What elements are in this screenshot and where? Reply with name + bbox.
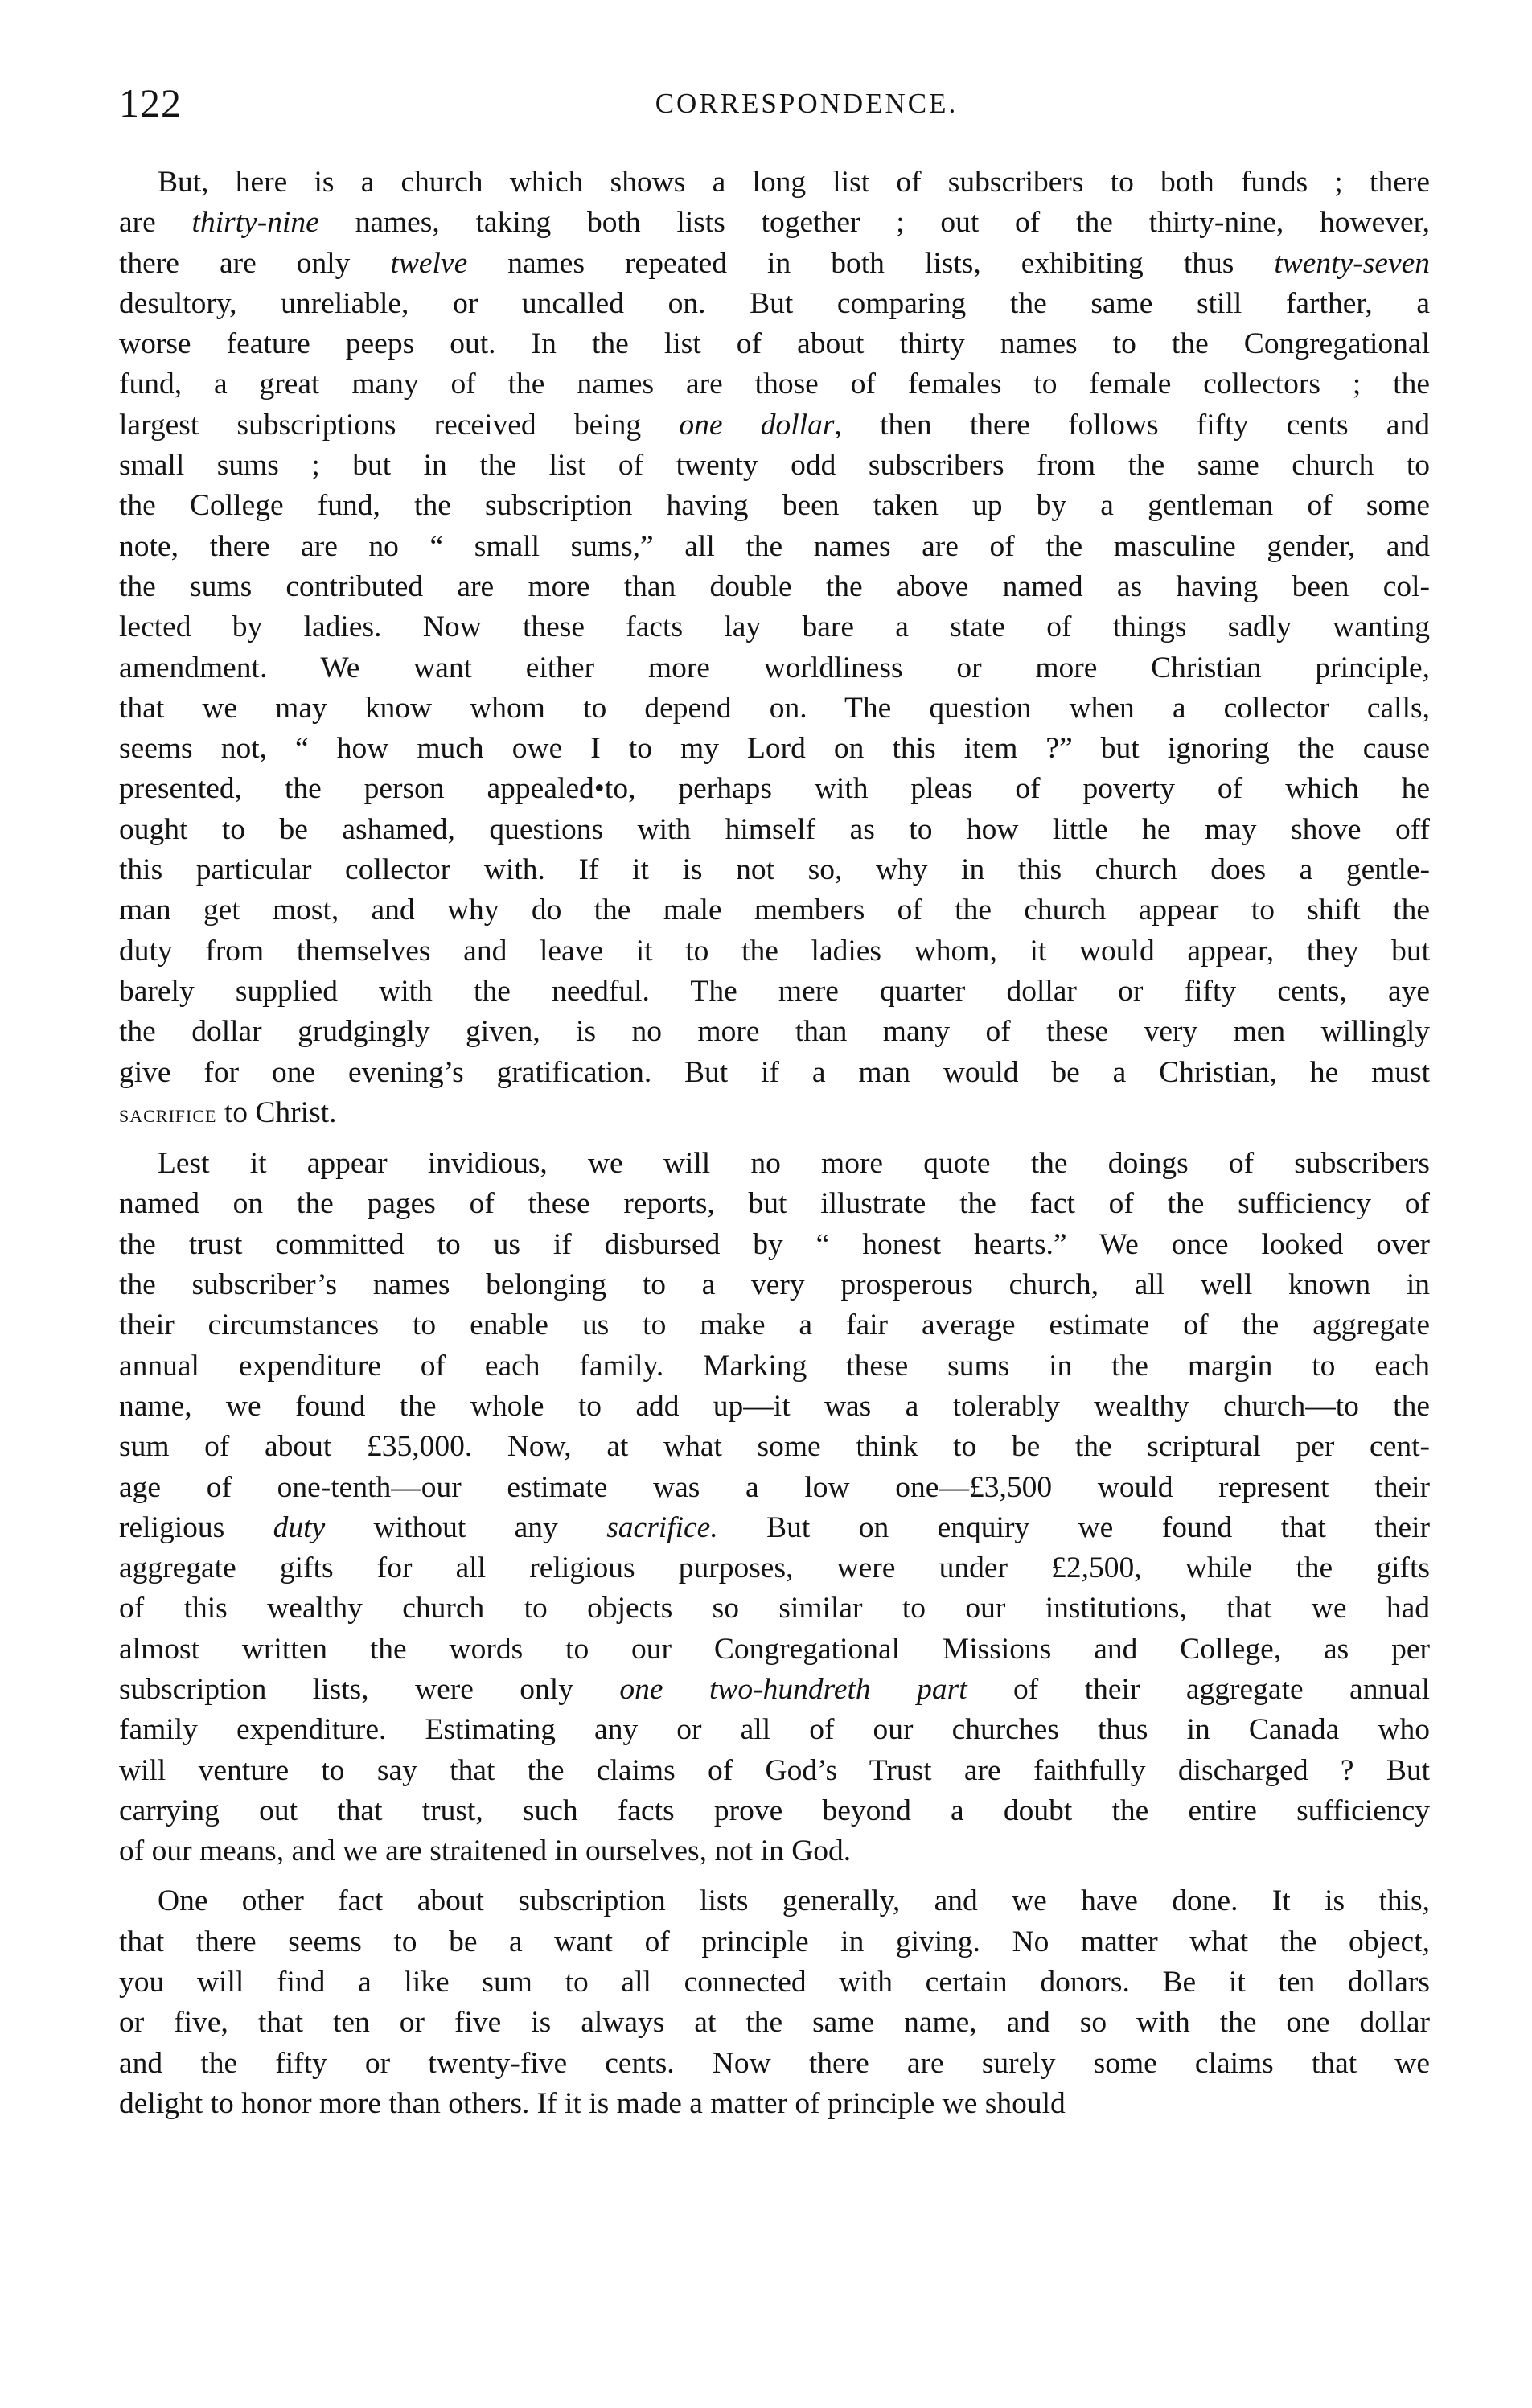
text-run: that we may know whom to depend on. The question when a collector calls, <box>119 691 1430 725</box>
text-run: twenty-seven <box>1274 246 1431 280</box>
text-line <box>119 405 1430 446</box>
text-line <box>119 1751 1430 1791</box>
text-line <box>119 2084 1430 2124</box>
text-line <box>119 648 1430 688</box>
text-line <box>119 1265 1430 1305</box>
text-line <box>119 446 1430 486</box>
text-line <box>119 244 1430 284</box>
text-run: annual expenditure of each family. Marking these sums in the margin to each <box>119 1349 1430 1383</box>
text-line <box>119 1144 1430 1184</box>
text-line <box>119 203 1430 243</box>
text-run: ought to be ashamed, questions with himself as to how little he may shove off <box>119 812 1430 846</box>
text-line <box>119 810 1430 850</box>
text-run: the sums contributed are more than double the above named as having been col- <box>119 569 1430 603</box>
text-run: But on enquiry we found that their <box>717 1510 1430 1544</box>
text-run: desultory, unreliable, or uncalled on. But comparing the same still farther, a <box>119 286 1430 320</box>
text-line <box>119 1053 1430 1093</box>
text-run: almost written the words to our Congregational Missions and College, as per <box>119 1632 1430 1666</box>
text-run: , then there follows fifty cents and <box>834 408 1430 442</box>
page-number: 122 <box>119 80 182 125</box>
text-line <box>119 1093 1430 1134</box>
text-line <box>119 1468 1430 1508</box>
text-run: the College fund, the subscription having been taken up by a gentleman of some <box>119 489 1430 523</box>
text-run: lected by ladies. Now these facts lay bare a state of things sadly wanting <box>119 610 1430 644</box>
text-run: the trust committed to us if disbursed by “ honest hearts.” We once looked over <box>119 1227 1430 1261</box>
text-line <box>119 364 1430 405</box>
running-head <box>119 79 1430 127</box>
text-run: or five, that ten or five is always at the same name, and so with the one dollar <box>119 2006 1430 2040</box>
text-run: you will find a like sum to all connected with certain donors. Be it ten dollars <box>119 1966 1430 1999</box>
text-run: worse feature peeps out. In the list of about thirty names to the Congregational <box>119 327 1430 361</box>
text-run: are <box>119 206 192 240</box>
text-line <box>119 1508 1430 1548</box>
text-line <box>119 729 1430 769</box>
text-run: seems not, “ how much owe I to my Lord on this item ?” but ignoring the cause <box>119 732 1430 766</box>
text-run: But, here is a church which shows a long list of subscribers to both funds ; there <box>158 166 1430 199</box>
text-line <box>119 1225 1430 1265</box>
text-line <box>119 769 1430 809</box>
text-run: names repeated in both lists, exhibiting thus <box>467 246 1275 280</box>
text-line <box>119 850 1430 890</box>
text-line <box>119 1710 1430 1750</box>
text-run: give for one evening’s gratification. But if a man would be a Christian, he must <box>119 1055 1430 1089</box>
text-line <box>119 607 1430 647</box>
text-run: delight to honor more than others. If it is made a matter of principle we should <box>119 2086 1066 2120</box>
text-line <box>119 1387 1430 1427</box>
text-line <box>119 1012 1430 1052</box>
text-run: aggregate gifts for all religious purposes, were under £2,500, while the gifts <box>119 1551 1430 1585</box>
text-line <box>119 1922 1430 1962</box>
text-line <box>119 1548 1430 1588</box>
text-run: Lest it appear invidious, we will no more quote the doings of subscribers <box>158 1147 1430 1181</box>
text-line <box>119 1305 1430 1346</box>
text-run: carrying out that trust, such facts prove beyond a doubt the entire sufficiency <box>119 1794 1430 1827</box>
text-line <box>119 1791 1430 1831</box>
text-run: this particular collector with. If it is not so, why in this church does a gentle- <box>119 853 1430 887</box>
text-run: of their aggregate annual <box>967 1672 1431 1706</box>
text-line <box>119 527 1430 567</box>
text-line <box>119 972 1430 1012</box>
text-run: barely supplied with the needful. The mere quarter dollar or fifty cents, aye <box>119 974 1430 1008</box>
text-run: name, we found the whole to add up—it was a tolerably wealthy church—to the <box>119 1389 1430 1423</box>
text-run: duty <box>273 1510 326 1544</box>
text-line <box>119 1184 1430 1224</box>
text-run: to Christ. <box>216 1095 337 1129</box>
text-run: without any <box>325 1510 607 1544</box>
text-run: will venture to say that the claims of God’s Trust are faithfully discharged ? But <box>119 1753 1430 1787</box>
text-line <box>119 1831 1430 1872</box>
text-run: and the fifty or twenty-five cents. Now there are surely some claims that we <box>119 2046 1430 2080</box>
text-line <box>119 486 1430 526</box>
text-line <box>119 324 1430 364</box>
paragraph-3 <box>119 1881 1430 2124</box>
text-line <box>119 1346 1430 1387</box>
text-run: largest subscriptions received being <box>119 408 680 442</box>
text-line <box>119 2044 1430 2084</box>
paragraph-2 <box>119 1144 1430 1872</box>
text-line <box>119 1881 1430 1921</box>
text-run: man get most, and why do the male members of the church appear to shift the <box>119 894 1430 927</box>
running-title: CORRESPONDENCE. <box>655 88 959 119</box>
text-run: one two-hundreth part <box>619 1672 967 1706</box>
text-line <box>119 162 1430 203</box>
text-run: their circumstances to enable us to make a fair average estimate of the aggregate <box>119 1309 1430 1342</box>
text-run: subscription lists, were only <box>119 1672 620 1706</box>
body-text <box>119 162 1430 2124</box>
text-line <box>119 688 1430 729</box>
text-run: sacrifice. <box>606 1510 718 1544</box>
text-run: of this wealthy church to objects so similar to our institutions, that we had <box>119 1592 1430 1625</box>
text-line <box>119 567 1430 607</box>
text-line <box>119 284 1430 324</box>
paragraph-1 <box>119 162 1430 1134</box>
text-run: small sums ; but in the list of twenty odd subscribers from the same church to <box>119 449 1430 483</box>
text-run: the subscriber’s names belonging to a very prosperous church, all well known in <box>119 1268 1430 1302</box>
text-run: there are only <box>119 246 391 280</box>
text-line <box>119 1670 1430 1710</box>
text-run: religious <box>119 1510 273 1544</box>
text-run: thirty-nine <box>191 206 319 240</box>
text-line <box>119 931 1430 972</box>
text-run: family expenditure. Estimating any or all of our churches thus in Canada who <box>119 1713 1430 1747</box>
document-page <box>119 79 1430 2124</box>
text-line <box>119 1962 1430 2003</box>
text-line <box>119 890 1430 931</box>
text-run: sacrifice <box>119 1099 217 1128</box>
text-run: duty from themselves and leave it to the ladies whom, it would appear, they but <box>119 934 1430 968</box>
text-run: presented, the person appealed•to, perhaps with pleas of poverty of which he <box>119 772 1430 806</box>
text-run: note, there are no “ small sums,” all the names are of the masculine gender, and <box>119 529 1430 563</box>
text-run: twelve <box>390 246 468 280</box>
text-line <box>119 1629 1430 1670</box>
text-run: that there seems to be a want of principle in giving. No matter what the object, <box>119 1925 1430 1958</box>
text-run: names, taking both lists together ; out of the thirty-nine, however, <box>318 206 1430 240</box>
text-run: named on the pages of these reports, but illustrate the fact of the sufficiency of <box>119 1187 1430 1221</box>
text-run: sum of about £35,000. Now, at what some think to be the scriptural per cent- <box>119 1430 1430 1464</box>
text-run: one dollar <box>679 408 835 442</box>
text-run: of our means, and we are straitened in ourselves, not in God. <box>119 1835 852 1868</box>
text-run: fund, a great many of the names are those of females to female collectors ; the <box>119 368 1430 401</box>
text-line <box>119 1588 1430 1629</box>
text-run: the dollar grudgingly given, is no more than many of these very men willingly <box>119 1015 1430 1049</box>
text-run: amendment. We want either more worldliness or more Christian principle, <box>119 651 1430 684</box>
text-line <box>119 2003 1430 2043</box>
text-run: age of one-tenth—our estimate was a low one—£3,500 would represent their <box>119 1470 1430 1504</box>
text-run: One other fact about subscription lists generally, and we have done. It is this, <box>158 1884 1430 1918</box>
text-line <box>119 1427 1430 1467</box>
